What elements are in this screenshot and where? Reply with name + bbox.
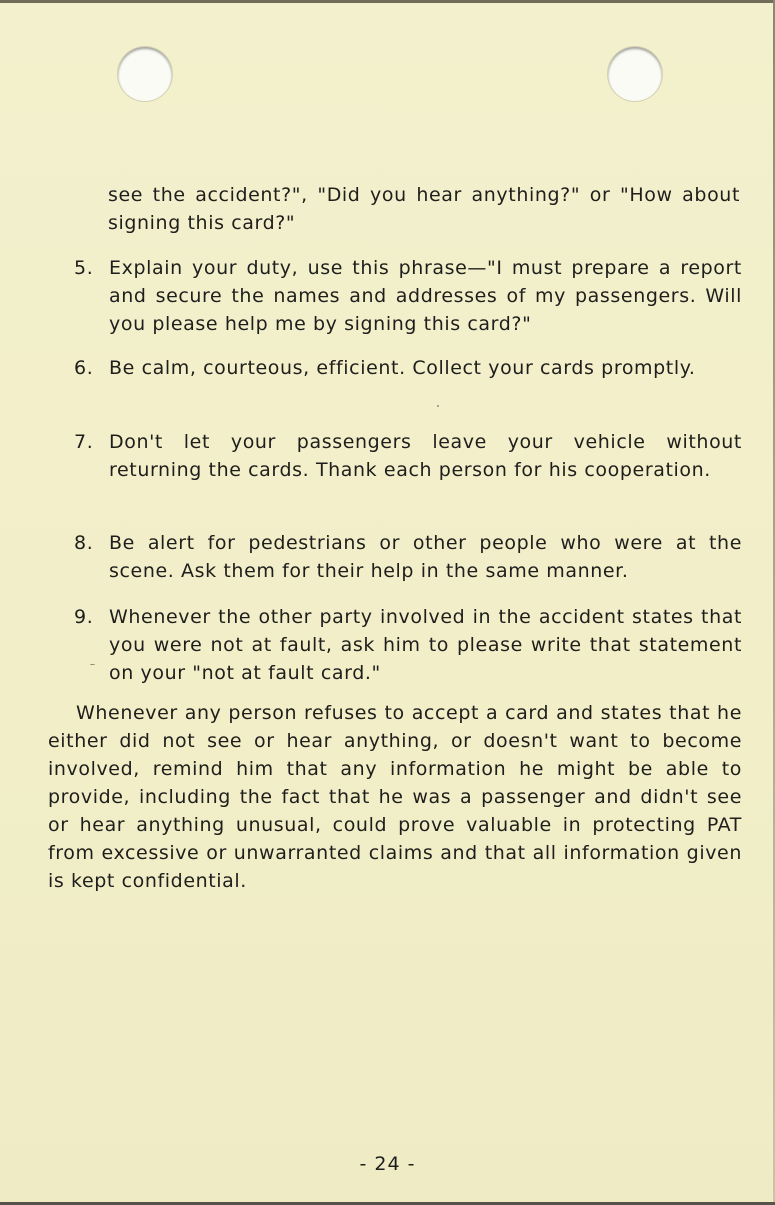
paper-speck <box>90 664 95 665</box>
list-item-text: Explain your duty, use this phrase—"I must prepare a report and secure the names and addresses of my passengers. Will you please help me by signing this card?" <box>109 257 742 335</box>
binder-hole-right <box>608 47 662 101</box>
list-item-number: 9. <box>74 606 94 628</box>
list-item-number: 5. <box>74 257 94 279</box>
list-item-number: 7. <box>74 431 94 453</box>
list-item-text: Don't let your passengers leave your vehicle without returning the cards. Thank each person for his cooperation. <box>109 431 742 481</box>
list-item-text: Whenever the other party involved in the accident states that you were not at fault, ask him to please write that statement on your "not at fault card." <box>109 606 742 684</box>
list-item-number: 8. <box>74 532 94 554</box>
continuation-paragraph: see the accident?", "Did you hear anything?" or "How about signing this card?" <box>108 184 740 234</box>
page-top-edge <box>0 0 775 3</box>
list-item-text: Be alert for pedestrians or other people who were at the scene. Ask them for their help in the same manner. <box>109 532 742 582</box>
list-item-number: 6. <box>74 357 94 379</box>
list-item-text: Be calm, courteous, efficient. Collect your cards promptly. <box>109 357 696 379</box>
binder-hole-left <box>118 47 172 101</box>
closing-paragraph: Whenever any person refuses to accept a card and states that he either did not see or hear anything, or doesn't want to become involved, remind him that any information he might be able to provide, including the fact that he was a passenger and didn't see or hear anything unusual, could prove valuable in protecting PAT from excessive or unwarranted claims and that all information given is kept confidential. <box>48 702 742 892</box>
paper-speck <box>437 405 439 407</box>
page-number: - 24 - <box>359 1153 416 1175</box>
